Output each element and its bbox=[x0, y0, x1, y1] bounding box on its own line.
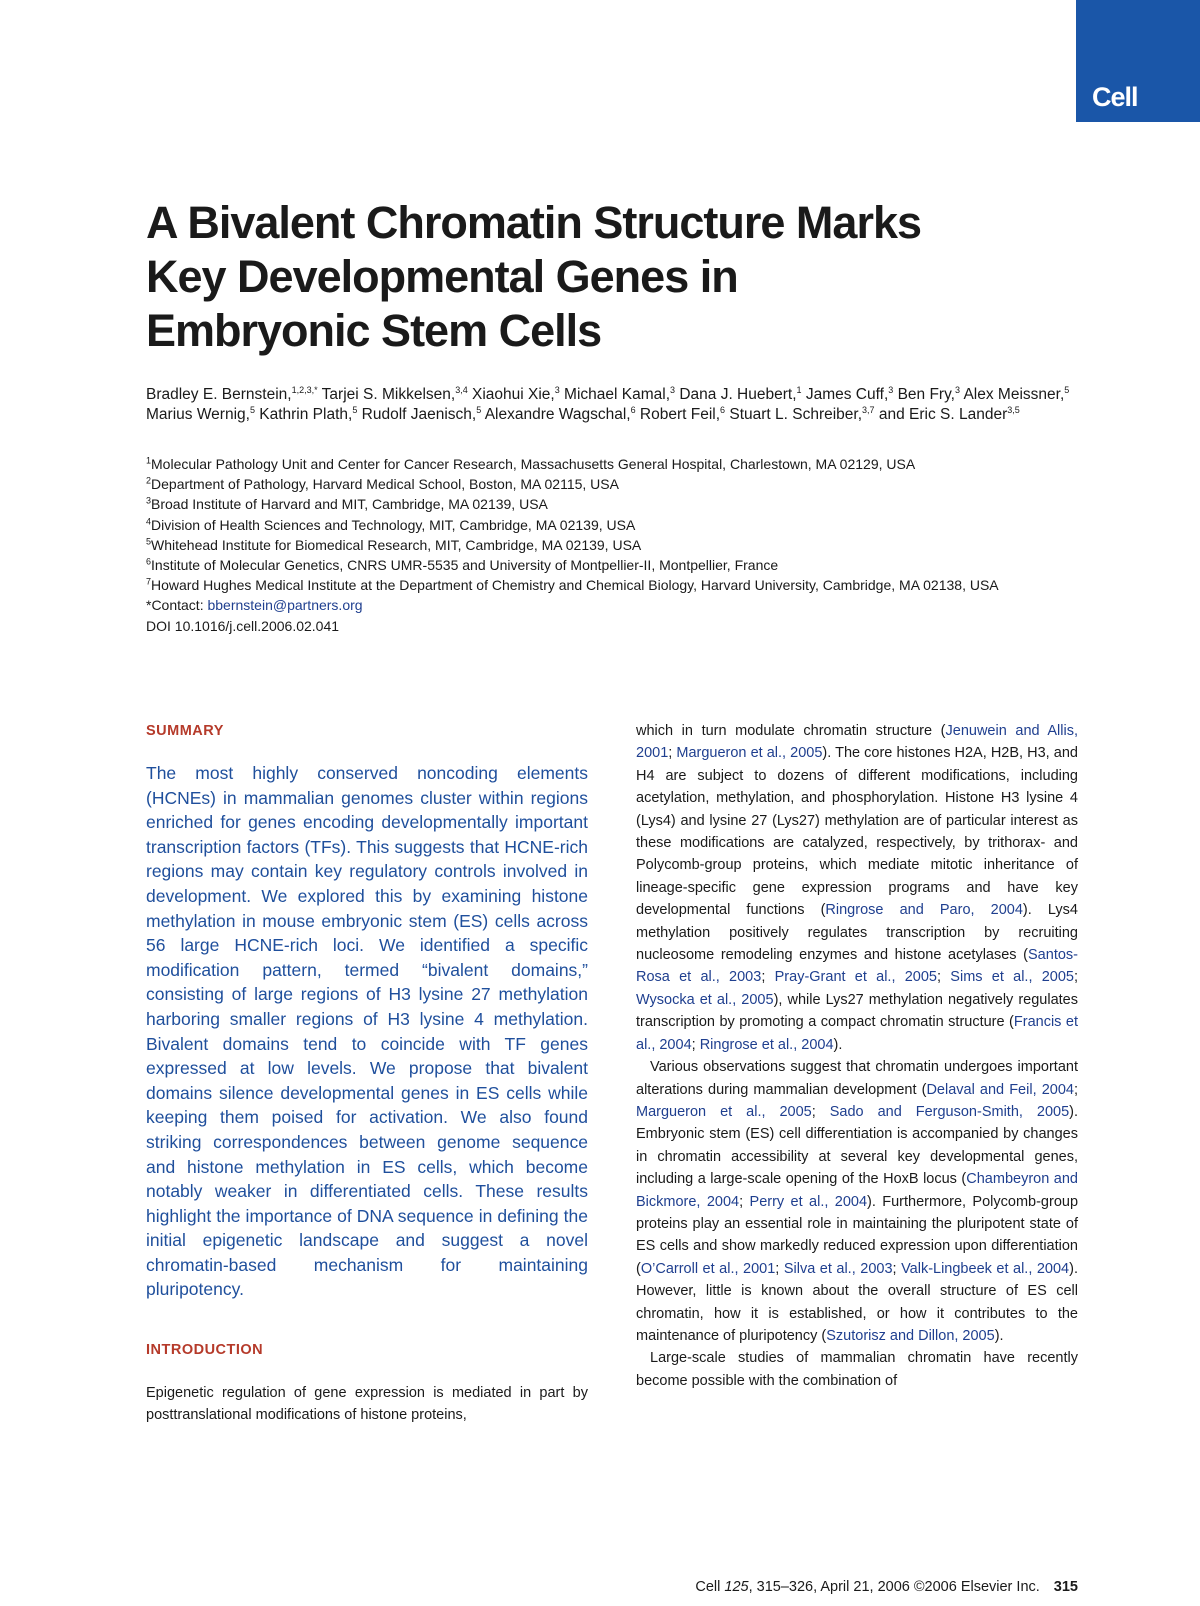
body-text-run: Large-scale studies of mammalian chromatin have recently become possible with the combination of bbox=[636, 1350, 1078, 1389]
author-name: Robert Feil, bbox=[635, 406, 721, 423]
affiliations bbox=[146, 454, 1086, 636]
author-affiliation-marker: 5 bbox=[476, 404, 482, 415]
body-text-run: ). bbox=[833, 1036, 843, 1053]
author-affiliation-marker: 6 bbox=[630, 404, 636, 415]
journal-logo bbox=[1076, 0, 1200, 122]
author-name: and Eric S. Lander bbox=[874, 406, 1008, 423]
paragraph bbox=[636, 1056, 1078, 1347]
body-text-run: ; bbox=[691, 1036, 700, 1053]
affiliation-item bbox=[146, 515, 1086, 535]
article-title bbox=[146, 196, 1046, 358]
body-text-run: ; bbox=[1073, 969, 1079, 986]
affiliation-number: 3 bbox=[146, 495, 152, 506]
author-list bbox=[146, 385, 1086, 425]
affiliation-number: 2 bbox=[146, 475, 152, 486]
affiliation-item bbox=[146, 535, 1086, 555]
affiliation-text: Howard Hughes Medical Institute at the Department of Chemistry and Chemical Biology, Harvard University, Cambridge, MA 02138, USA bbox=[151, 577, 999, 594]
citation-link[interactable]: Valk-Lingbeek et al., 2004 bbox=[901, 1260, 1070, 1277]
contact-line bbox=[146, 595, 1086, 615]
affiliation-number: 5 bbox=[146, 536, 152, 547]
doi: DOI 10.1016/j.cell.2006.02.041 bbox=[146, 617, 340, 634]
citation-link[interactable]: Chambeyron and Bickmore, 2004 bbox=[636, 1171, 1078, 1210]
affiliation-text: Division of Health Sciences and Technology, MIT, Cambridge, MA 02139, USA bbox=[151, 516, 636, 533]
summary-heading: SUMMARY bbox=[146, 723, 224, 739]
author-affiliation-marker: 3,5 bbox=[1007, 404, 1020, 415]
introduction-text: Epigenetic regulation of gene expression is mediated in part by posttranslational modifications of histone proteins, bbox=[146, 1385, 588, 1424]
citation-link[interactable]: Wysocka et al., 2005 bbox=[636, 991, 774, 1008]
author-affiliation-marker: 1,2,3,* bbox=[291, 384, 318, 395]
author-affiliation-marker: 1 bbox=[796, 384, 802, 395]
citation-link[interactable]: Margueron et al., 2005 bbox=[636, 1103, 812, 1120]
affiliation-number: 7 bbox=[146, 576, 152, 587]
title-line: A Bivalent Chromatin Structure Marks bbox=[146, 197, 922, 248]
author-affiliation-marker: 3 bbox=[670, 384, 676, 395]
body-text-run: ). Embryonic stem (ES) cell differentiation is accompanied by changes in chromatin accessibility at several key developmental genes, including a large-scale opening of the HoxB locus ( bbox=[636, 1103, 1078, 1188]
author-name: James Cuff, bbox=[801, 386, 889, 403]
body-text-run: ; bbox=[892, 1260, 902, 1277]
affiliation-text: Institute of Molecular Genetics, CNRS UMR-5535 and University of Montpellier-II, Montpellier, France bbox=[151, 557, 779, 574]
author-name: Xiaohui Xie, bbox=[467, 386, 555, 403]
citation-link[interactable]: Szutorisz and Dillon, 2005 bbox=[826, 1327, 995, 1344]
body-text-run: ; bbox=[739, 1193, 750, 1210]
author-name: Marius Wernig, bbox=[146, 406, 250, 423]
introduction-heading: INTRODUCTION bbox=[146, 1342, 264, 1359]
summary-text: The most highly conserved noncoding elements (HCNEs) in mammalian genomes cluster within regions enriched for genes encoding developmentally important transcription factors (TFs). This suggests that HCNE-rich regions may contain key regulatory controls involved in development. We explored this by examining histone methylation in mouse embryonic stem (ES) cells across 56 large HCNE-rich loci. We identified a specific modification pattern, termed “bivalent domains,” consisting of large regions of H3 lysine 27 methylation harboring smaller regions of H3 lysine 4 methylation. Bivalent domains tend to coincide with TF genes expressed at low levels. We propose that bivalent domains silence developmental genes in ES cells while keeping them poised for activation. We also found striking correspondences between genome sequence and histone methylation in ES cells, which become notably weaker in differentiated cells. These results highlight the importance of DNA sequence in defining the initial epigenetic landscape and suggest a novel chromatin-based mechanism for maintaining pluripotency. bbox=[146, 763, 588, 1300]
footer-pages: , 315–326, April 21, 2006 ©2006 Elsevier Inc. bbox=[748, 1579, 1040, 1595]
contact-email-link[interactable]: bbernstein@partners.org bbox=[207, 597, 363, 614]
affiliation-text: Whitehead Institute for Biomedical Research, MIT, Cambridge, MA 02139, USA bbox=[151, 536, 642, 553]
body-text-run: ). Lys4 methylation positively regulates transcription by recruiting nucleosome remodeling enzymes and histone acetylases ( bbox=[636, 902, 1078, 964]
left-column bbox=[146, 723, 588, 1427]
affiliation-text: Molecular Pathology Unit and Center for Cancer Research, Massachusetts General Hospital, Charlestown, MA 02129, USA bbox=[151, 456, 916, 472]
paragraph bbox=[636, 720, 1078, 1056]
affiliation-number: 4 bbox=[146, 515, 152, 526]
body-text-run: ). bbox=[994, 1327, 1004, 1344]
citation-link[interactable]: Pray-Grant et al., 2005 bbox=[774, 969, 937, 986]
citation-link[interactable]: Jenuwein and Allis, 2001 bbox=[636, 723, 1078, 762]
journal-logo-text: Cell bbox=[1092, 82, 1138, 112]
body-text-run: Various observations suggest that chromatin undergoes important alterations during mammalian development ( bbox=[636, 1059, 1078, 1098]
author-name: Dana J. Huebert, bbox=[675, 386, 797, 403]
author-affiliation-marker: 3,7 bbox=[862, 404, 875, 415]
citation-link[interactable]: Silva et al., 2003 bbox=[783, 1260, 893, 1277]
affiliation-text: Department of Pathology, Harvard Medical School, Boston, MA 02115, USA bbox=[151, 476, 619, 493]
affiliation-text: Broad Institute of Harvard and MIT, Cambridge, MA 02139, USA bbox=[151, 496, 548, 513]
affiliation-item bbox=[146, 474, 1086, 494]
author-name: Alex Meissner, bbox=[960, 386, 1065, 403]
title-line: Embryonic Stem Cells bbox=[146, 305, 602, 356]
citation-link[interactable]: Perry et al., 2004 bbox=[749, 1193, 868, 1210]
author-name: Rudolf Jaenisch, bbox=[357, 406, 477, 423]
body-text-run: ). However, little is known about the overall structure of ES cell chromatin, how it is established, or how it contributes to the maintenance of pluripotency ( bbox=[636, 1260, 1078, 1344]
author-name: Michael Kamal, bbox=[559, 386, 671, 403]
citation-link[interactable]: Santos-Rosa et al., 2003 bbox=[636, 947, 1078, 986]
citation-link[interactable]: Sado and Ferguson-Smith, 2005 bbox=[829, 1103, 1070, 1120]
body-text-run: ; bbox=[1073, 1081, 1078, 1098]
body-text-run: ; bbox=[937, 969, 951, 986]
page-footer bbox=[650, 1579, 1078, 1595]
author-name: Kathrin Plath, bbox=[254, 406, 353, 423]
body-text-run: ; bbox=[761, 969, 775, 986]
affiliation-item bbox=[146, 575, 1086, 595]
body-text-run: ), while Lys27 methylation negatively regulates transcription by promoting a compact chromatin structure ( bbox=[636, 991, 1078, 1031]
citation-link[interactable]: Delaval and Feil, 2004 bbox=[926, 1081, 1074, 1098]
author-affiliation-marker: 5 bbox=[352, 404, 358, 415]
affiliation-item bbox=[146, 494, 1086, 514]
author-name: Tarjei S. Mikkelsen, bbox=[317, 386, 456, 403]
citation-link[interactable]: Margueron et al., 2005 bbox=[676, 745, 823, 762]
citation-link[interactable]: Ringrose et al., 2004 bbox=[699, 1036, 834, 1053]
author-name: Ben Fry, bbox=[893, 386, 955, 403]
citation-link[interactable]: Francis et al., 2004 bbox=[636, 1014, 1078, 1053]
author-affiliation-marker: 3,4 bbox=[455, 384, 468, 395]
affiliation-item bbox=[146, 555, 1086, 575]
body-text-run: ). The core histones H2A, H2B, H3, and H4 are subject to dozens of different modifications, including acetylation, methylation, and phosphorylation. Histone H3 lysine 4 (Lys4) and lysine 27 (Lys27) methylation are of particular interest as these modifications are catalyzed, respectively, by trithorax- and Polycomb-group proteins, which mediate mitotic inheritance of lineage-specific gene expression programs and have key developmental functions ( bbox=[636, 745, 1078, 919]
body-text-run: ; bbox=[668, 745, 677, 762]
paragraph bbox=[636, 1347, 1078, 1392]
citation-link[interactable]: Sims et al., 2005 bbox=[950, 969, 1074, 986]
author-name: Bradley E. Bernstein, bbox=[146, 386, 292, 403]
footer-journal: Cell bbox=[695, 1579, 725, 1595]
author-affiliation-marker: 5 bbox=[249, 404, 255, 415]
page-number: 315 bbox=[1053, 1579, 1078, 1595]
citation-link[interactable]: Ringrose and Paro, 2004 bbox=[825, 902, 1023, 919]
author-affiliation-marker: 3 bbox=[955, 384, 961, 395]
author-affiliation-marker: 3 bbox=[888, 384, 894, 395]
affiliation-number: 6 bbox=[146, 556, 152, 567]
author-name: Stuart L. Schreiber, bbox=[725, 406, 863, 423]
body-text-run: ; bbox=[775, 1260, 784, 1277]
body-text-run: ). Furthermore, Polycomb-group proteins play an essential role in maintaining the pluripotent state of ES cells and show markedly reduced expression upon differentiation ( bbox=[636, 1193, 1079, 1277]
right-column bbox=[636, 720, 1078, 1392]
author-affiliation-marker: 3 bbox=[554, 384, 560, 395]
author-affiliation-marker: 5 bbox=[1064, 384, 1070, 395]
title-line: Key Developmental Genes in bbox=[146, 251, 738, 302]
body-text-run: ; bbox=[811, 1103, 830, 1120]
author-affiliation-marker: 6 bbox=[720, 404, 726, 415]
affiliation-item bbox=[146, 454, 1086, 474]
contact-label: *Contact: bbox=[146, 597, 208, 614]
footer-volume: 125 bbox=[724, 1579, 749, 1595]
citation-link[interactable]: O’Carroll et al., 2001 bbox=[640, 1260, 776, 1277]
author-name: Alexandre Wagschal, bbox=[481, 406, 631, 423]
affiliation-number: 1 bbox=[146, 455, 152, 466]
body-text-run: which in turn modulate chromatin structure ( bbox=[636, 723, 946, 739]
